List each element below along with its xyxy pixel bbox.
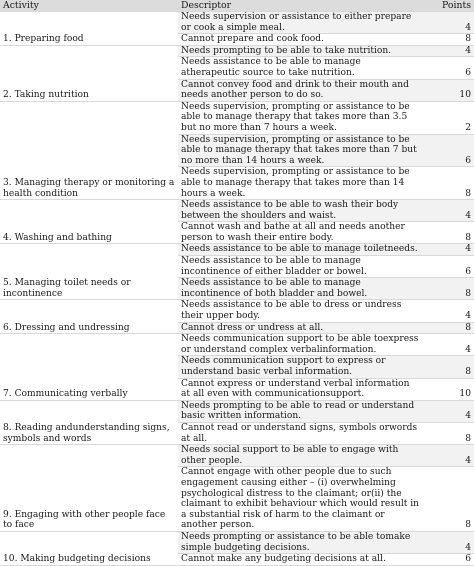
table-row bbox=[0, 445, 474, 467]
table-row bbox=[0, 300, 474, 322]
points-cell: 6 bbox=[423, 134, 474, 167]
points-cell: 8 bbox=[423, 167, 474, 200]
descriptor-cell: Cannot engage with other people due to such engagement causing either – (i) overwhelming psychological distress to the claimant; or(ii) the claimant to exhibit behaviour which would result in a substantial risk of harm to the claimant or another person. bbox=[178, 467, 423, 532]
points-cell: 10 bbox=[423, 378, 474, 400]
points-cell: 4 bbox=[423, 400, 474, 422]
points-cell: 8 bbox=[423, 222, 474, 244]
table-row bbox=[0, 101, 474, 134]
descriptor-cell: Cannot read or understand signs, symbols orwords at all. bbox=[178, 422, 423, 444]
descriptor-cell: Cannot make any budgeting decisions at all. bbox=[178, 554, 423, 566]
points-cell: 4 bbox=[423, 45, 474, 57]
table-row bbox=[0, 400, 474, 422]
points-cell: 4 bbox=[423, 531, 474, 553]
table-row bbox=[0, 531, 474, 553]
descriptor-cell: Needs assistance to be able to manage toiletneeds. bbox=[178, 244, 423, 256]
points-cell: 2 bbox=[423, 101, 474, 134]
points-cell: 4 bbox=[423, 334, 474, 356]
descriptor-cell: Cannot express or understand verbal information at all even with communicationsupport. bbox=[178, 378, 423, 400]
activity-cell: 2. Taking nutrition bbox=[0, 45, 178, 101]
points-cell: 4 bbox=[423, 244, 474, 256]
descriptor-cell: Needs supervision, prompting or assistance to be able to manage therapy that takes more than 14 hours a week. bbox=[178, 167, 423, 200]
table-row bbox=[0, 244, 474, 256]
descriptor-cell: Needs assistance to be able to manage atherapeutic source to take nutrition. bbox=[178, 57, 423, 79]
points-cell: 8 bbox=[423, 467, 474, 532]
points-cell: 4 bbox=[423, 300, 474, 322]
descriptor-cell: Needs assistance to be able to wash their body between the shoulders and waist. bbox=[178, 200, 423, 222]
table-row bbox=[0, 12, 474, 34]
points-cell: 6 bbox=[423, 256, 474, 278]
activity-cell: 6. Dressing and undressing bbox=[0, 300, 178, 334]
table-row bbox=[0, 200, 474, 222]
points-cell: 10 bbox=[423, 79, 474, 101]
points-cell: 8 bbox=[423, 322, 474, 334]
activity-cell: 10. Making budgeting decisions bbox=[0, 531, 178, 565]
descriptor-cell: Needs assistance to be able to manage incontinence of both bladder and bowel. bbox=[178, 278, 423, 300]
descriptor-cell: Needs assistance to be able to dress or undress their upper body. bbox=[178, 300, 423, 322]
descriptor-cell: Cannot dress or undress at all. bbox=[178, 322, 423, 334]
descriptor-cell: Cannot wash and bathe at all and needs another person to wash their entire body. bbox=[178, 222, 423, 244]
descriptor-cell: Needs social support to be able to engage with other people. bbox=[178, 445, 423, 467]
points-cell: 8 bbox=[423, 422, 474, 444]
table-body bbox=[0, 12, 474, 566]
header-row bbox=[0, 0, 474, 12]
descriptor-cell: Needs communication support to express or understand basic verbal information. bbox=[178, 356, 423, 378]
descriptor-cell: Cannot prepare and cook food. bbox=[178, 34, 423, 46]
activity-cell: 8. Reading andunderstanding signs, symbols and words bbox=[0, 400, 178, 444]
descriptor-cell: Needs prompting to be able to take nutrition. bbox=[178, 45, 423, 57]
points-cell: 8 bbox=[423, 278, 474, 300]
points-cell: 6 bbox=[423, 57, 474, 79]
points-cell: 8 bbox=[423, 34, 474, 46]
descriptor-cell: Needs prompting to be able to read or understand basic written information. bbox=[178, 400, 423, 422]
points-cell: 4 bbox=[423, 200, 474, 222]
activity-cell: 1. Preparing food bbox=[0, 12, 178, 46]
descriptor-cell: Needs supervision, prompting or assistance to be able to manage therapy that takes more than 7 but no more than 14 hours a week. bbox=[178, 134, 423, 167]
points-cell: 6 bbox=[423, 554, 474, 566]
descriptor-cell: Needs assistance to be able to manage incontinence of either bladder or bowel. bbox=[178, 256, 423, 278]
descriptor-cell: Needs prompting or assistance to be able tomake simple budgeting decisions. bbox=[178, 531, 423, 553]
activity-cell: 3. Managing therapy or monitoring a health condition bbox=[0, 101, 178, 199]
header-descriptor: Descriptor bbox=[178, 0, 423, 12]
points-cell: 4 bbox=[423, 445, 474, 467]
table-row bbox=[0, 45, 474, 57]
table-row bbox=[0, 334, 474, 356]
activity-cell: 4. Washing and bathing bbox=[0, 200, 178, 244]
header-activity: Activity bbox=[0, 0, 178, 12]
descriptor-cell: Needs supervision, prompting or assistance to be able to manage therapy that takes more than 3.5 but no more than 7 hours a week. bbox=[178, 101, 423, 134]
activity-cell: 5. Managing toilet needs or incontinence bbox=[0, 244, 178, 300]
points-cell: 8 bbox=[423, 356, 474, 378]
descriptor-cell: Cannot convey food and drink to their mouth and needs another person to do so. bbox=[178, 79, 423, 101]
header-points: Points bbox=[423, 0, 474, 12]
descriptor-cell: Needs supervision or assistance to either prepare or cook a simple meal. bbox=[178, 12, 423, 34]
points-cell: 4 bbox=[423, 12, 474, 34]
descriptor-cell: Needs communication support to be able toexpress or understand complex verbalinformation. bbox=[178, 334, 423, 356]
activity-cell: 7. Communicating verbally bbox=[0, 334, 178, 401]
activity-cell: 9. Engaging with other people face to face bbox=[0, 445, 178, 532]
